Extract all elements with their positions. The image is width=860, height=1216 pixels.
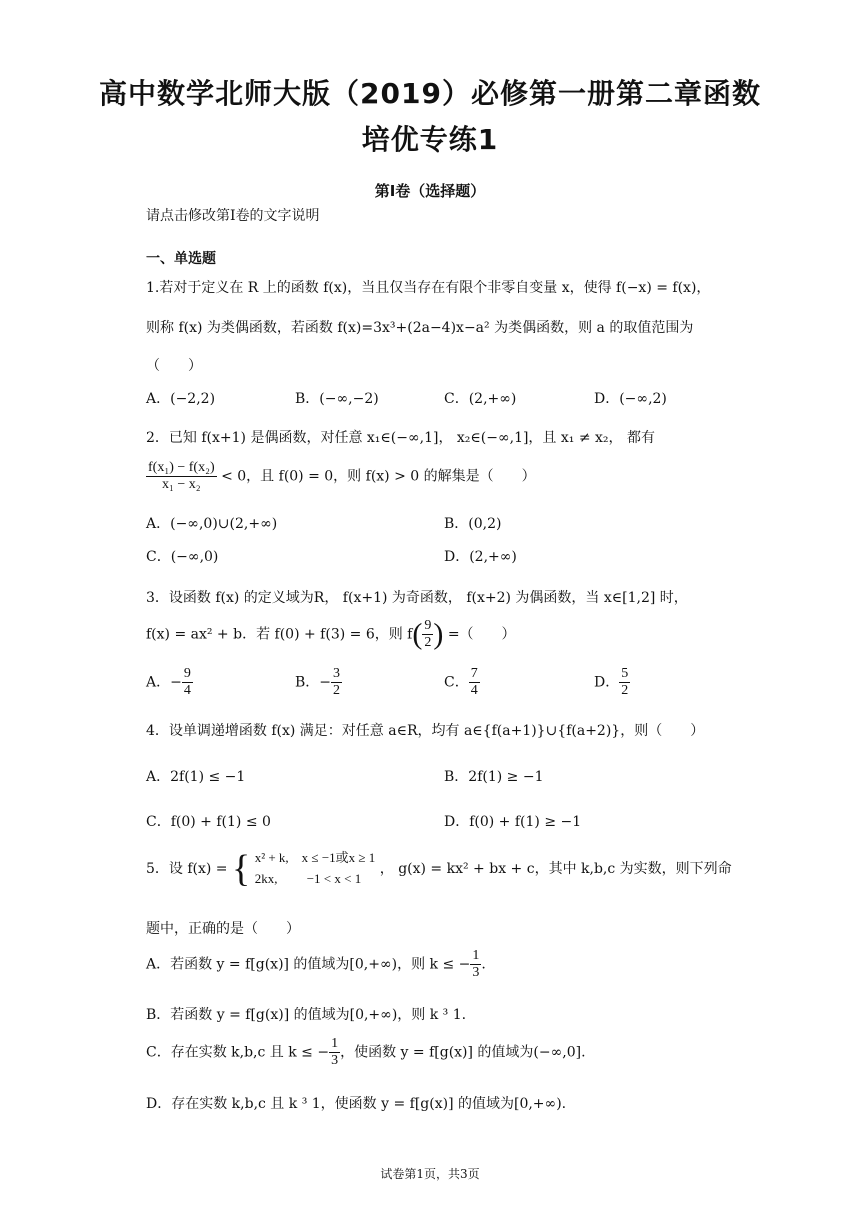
q3-paren-close: ) xyxy=(433,617,444,651)
q3-fraction xyxy=(422,618,433,651)
q5-line2: 题中，正确的是（ ） xyxy=(146,921,300,937)
section-title: 第I卷（选择题） xyxy=(374,182,486,200)
q3-option-d-num: 5 xyxy=(619,666,630,683)
q3-option-a[interactable] xyxy=(146,666,193,699)
q3-paren-open: ( xyxy=(412,617,423,651)
q3-line1: 3．设函数 f(x) 的定义域为R， f(x+1) 为奇函数， f(x+2) 为偶函数，当 x∈[1,2] 时， xyxy=(146,590,688,606)
q5-line1 xyxy=(146,848,732,890)
q1-option-c[interactable]: C．(2,+∞) xyxy=(444,391,517,407)
q3-option-a-num: 9 xyxy=(182,666,193,683)
q2-option-c[interactable]: C．(−∞,0) xyxy=(146,549,219,565)
q1-option-b[interactable]: B．(−∞,−2) xyxy=(295,391,379,407)
q3-option-a-label: A． xyxy=(146,674,171,691)
q5-option-c-post: ，使函数 y = f[g(x)] 的值域为(−∞,0]. xyxy=(340,1044,586,1061)
q5-option-c-text: C．存在实数 k,b,c 且 k ≤ − xyxy=(146,1044,330,1061)
q2-option-a[interactable]: A．(−∞,0)∪(2,+∞) xyxy=(146,516,278,532)
q2-line2 xyxy=(146,460,536,493)
q1-line2: 则称 f(x) 为类偶函数，若函数 f(x)=3x³+(2a−4)x−a² 为类偶函数，则 a 的取值范围为 xyxy=(146,320,694,336)
q5-option-a-num: 1 xyxy=(470,948,481,965)
q2-option-d[interactable]: D．(2,+∞) xyxy=(444,549,517,565)
q3-option-b-label: B． xyxy=(295,674,320,691)
q3-line2-pre: f(x) = ax² + b．若 f(0) + f(3) = 6，则 f xyxy=(146,626,413,643)
q3-option-b-num: 3 xyxy=(331,666,342,683)
q3-option-c-num: 7 xyxy=(469,666,480,683)
q3-option-b-den: 2 xyxy=(333,683,341,699)
q3-option-d-label: D． xyxy=(594,674,620,691)
q5-option-a-den: 3 xyxy=(472,965,480,981)
q5-option-a[interactable] xyxy=(146,948,486,981)
page-footer: 试卷第1页，共3页 xyxy=(380,1167,480,1181)
q4-option-d[interactable]: D．f(0) + f(1) ≥ −1 xyxy=(444,814,582,830)
q5-option-d[interactable]: D．存在实数 k,b,c 且 k ³ 1，使函数 y = f[g(x)] 的值域为[0,+∞). xyxy=(146,1096,567,1112)
q5-case-2: 2kx, −1 < x < 1 xyxy=(254,870,362,886)
q1-option-a[interactable]: A．(−2,2) xyxy=(146,391,216,407)
q3-line2-post: =（ ） xyxy=(447,626,516,643)
section-note: 请点击修改第I卷的文字说明 xyxy=(146,208,320,224)
q5-cases xyxy=(255,848,376,890)
q4-option-b[interactable]: B．2f(1) ≥ −1 xyxy=(444,769,544,785)
q5-option-a-text: A．若函数 y = f[g(x)] 的值域为[0,+∞)，则 k ≤ − xyxy=(146,956,471,973)
q3-option-c-den: 4 xyxy=(470,683,478,699)
q5-brace: { xyxy=(232,847,251,890)
q5-option-b[interactable]: B．若函数 y = f[g(x)] 的值域为[0,+∞)，则 k ³ 1. xyxy=(146,1007,467,1023)
document-title-line1: 高中数学北师大版（2019）必修第一册第二章函数 xyxy=(99,77,761,110)
q3-option-b-sign: − xyxy=(319,674,332,691)
q5-option-c-den: 3 xyxy=(331,1053,339,1069)
q5-option-a-post: . xyxy=(481,956,486,973)
q4-line1: 4．设单调递增函数 f(x) 满足：对任意 a∈R，均有 a∈{f(a+1)}∪{f(a+2)}，则（ ） xyxy=(146,723,705,739)
q3-option-c-label: C． xyxy=(444,674,469,691)
q5-post: ， g(x) = kx² + bx + c，其中 k,b,c 为实数，则下列命 xyxy=(379,860,732,877)
part-title: 一、单选题 xyxy=(146,251,216,267)
q3-fraction-denominator: 2 xyxy=(424,635,432,651)
q3-option-a-sign: − xyxy=(170,674,182,691)
q1-option-d[interactable]: D．(−∞,2) xyxy=(594,391,667,407)
q3-option-d-den: 2 xyxy=(621,683,629,699)
q2-fraction-numerator: f(x₁) − f(x₂) xyxy=(146,460,217,477)
q2-fraction-denominator: x₁ − x₂ xyxy=(161,477,201,493)
q3-option-d[interactable] xyxy=(594,666,630,699)
q3-line2 xyxy=(146,618,516,651)
q2-fraction xyxy=(146,460,217,493)
q5-case-1: x² + k, x ≤ −1或x ≥ 1 xyxy=(254,850,376,865)
q4-option-c[interactable]: C．f(0) + f(1) ≤ 0 xyxy=(146,814,271,830)
q1-line3: （ ） xyxy=(146,358,202,374)
q3-fraction-numerator: 9 xyxy=(422,618,433,635)
q2-line1: 2．已知 f(x+1) 是偶函数，对任意 x₁∈(−∞,1]， x₂∈(−∞,1]，且 x₁ ≠ x₂， 都有 xyxy=(146,430,655,446)
q5-option-c[interactable] xyxy=(146,1036,586,1069)
q3-option-c[interactable] xyxy=(444,666,480,699)
q2-option-b[interactable]: B．(0,2) xyxy=(444,516,502,532)
q5-option-c-num: 1 xyxy=(329,1036,340,1053)
q3-option-b[interactable] xyxy=(295,666,342,699)
q3-option-a-den: 4 xyxy=(183,683,191,699)
q1-line1: 1.若对于定义在 R 上的函数 f(x)，当且仅当存在有限个非零自变量 x，使得 f(−x) = f(x)， xyxy=(146,280,711,296)
q5-pre: 5．设 f(x) = xyxy=(146,860,228,877)
q2-line2-rest: < 0，且 f(0) = 0，则 f(x) > 0 的解集是（ ） xyxy=(221,468,536,485)
document-title-line2: 培优专练1 xyxy=(361,123,499,156)
q4-option-a[interactable]: A．2f(1) ≤ −1 xyxy=(146,769,246,785)
